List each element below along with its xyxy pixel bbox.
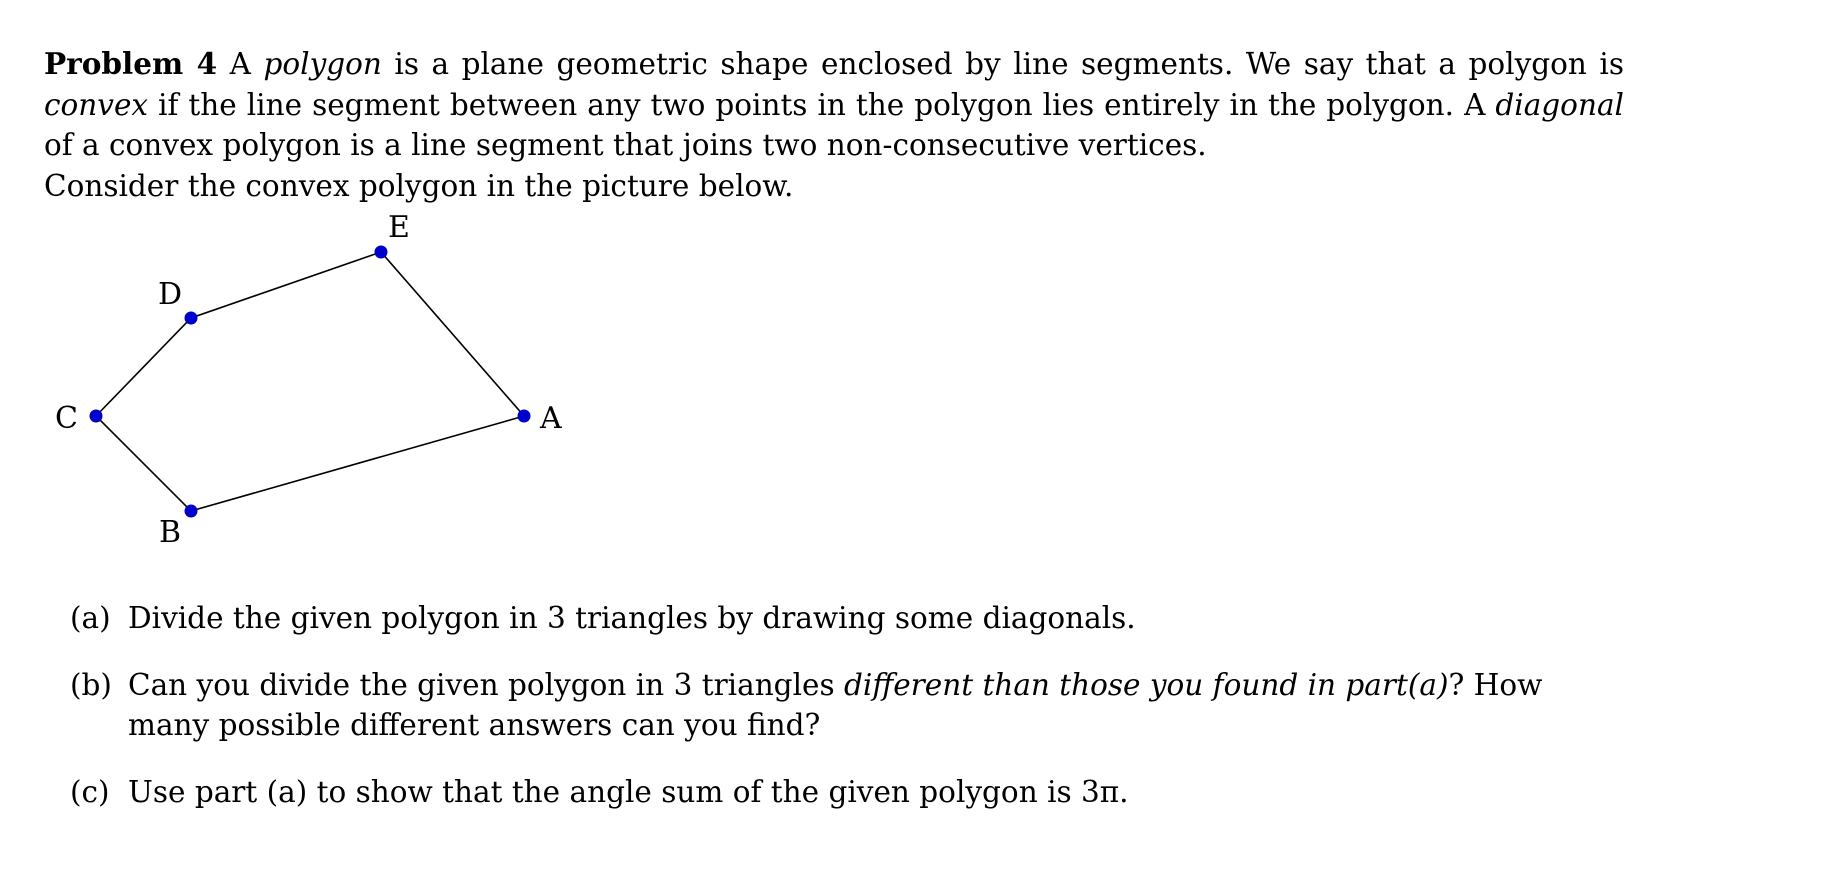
vertex-e-label: E xyxy=(388,210,410,245)
intro-text-1: A xyxy=(229,47,251,81)
vertex-d-dot xyxy=(185,312,198,325)
vertex-e-dot xyxy=(375,246,388,259)
polygon-edges xyxy=(96,252,524,511)
vertex-c-dot xyxy=(90,410,103,423)
problem-statement xyxy=(44,44,1624,166)
vertex-d-label: D xyxy=(158,277,183,312)
vertex-a-label: A xyxy=(540,401,562,436)
intro-text-4: of a convex polygon is a line segment that joins two non-consecutive vertices. xyxy=(44,128,1207,162)
vertex-b-label: B xyxy=(159,515,182,550)
term-polygon: polygon xyxy=(263,47,382,81)
part-c-text: Use part (a) to show that the angle sum of the given polygon is 3π. xyxy=(128,774,1129,809)
consider-line: Consider the convex polygon in the picture below. xyxy=(44,168,794,203)
part-b-text-1: Can you divide the given polygon in 3 triangles xyxy=(128,667,835,702)
part-a xyxy=(70,598,1630,639)
vertex-b-dot xyxy=(185,505,198,518)
term-convex: convex xyxy=(44,87,149,122)
intro-text-3: if the line segment between any two points in the polygon lies entirely in the polygon. A xyxy=(158,87,1486,122)
part-b-text-2: ? How many possible different answers can you find? xyxy=(128,667,1543,742)
problem-label: Problem 4 xyxy=(44,46,218,81)
part-c xyxy=(70,772,1630,813)
vertex-c-label: C xyxy=(55,401,78,436)
part-b-emphasis: different than those you found in part(a) xyxy=(844,667,1449,702)
part-a-tag: (a) xyxy=(70,601,111,635)
part-b-tag: (b) xyxy=(70,667,112,702)
part-b xyxy=(70,665,1630,746)
intro-text-2: is a plane geometric shape enclosed by line segments. We say that a polygon is xyxy=(394,47,1624,81)
part-a-text: Divide the given polygon in 3 triangles by drawing some diagonals. xyxy=(128,601,1136,635)
problem-parts xyxy=(70,598,1630,838)
part-c-tag: (c) xyxy=(70,774,110,809)
vertex-a-dot xyxy=(518,410,531,423)
term-diagonal: diagonal xyxy=(1495,87,1624,122)
problem-block xyxy=(44,44,1624,206)
